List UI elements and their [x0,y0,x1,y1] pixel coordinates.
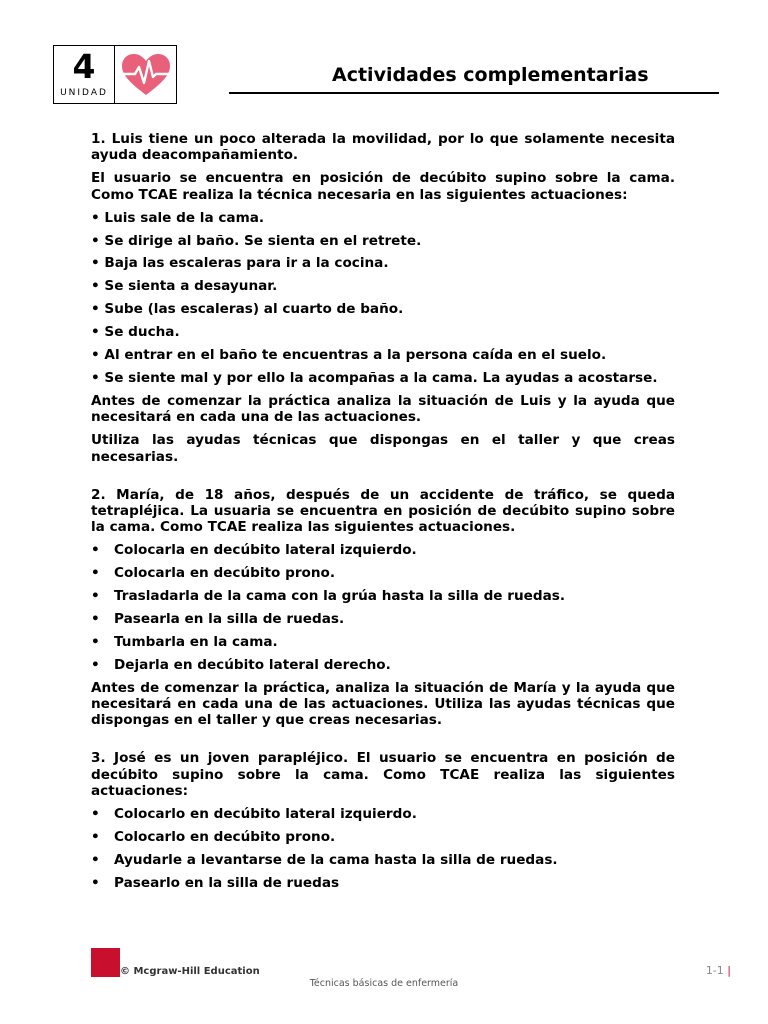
document-body [91,131,675,898]
page-number-text: 1-1 [705,964,724,977]
exercise-3-intro: 3. José es un joven parapléjico. El usuario se encuentra en posición de decúbito supino sobre la cama. Como TCAE realiza las siguientes actuaciones: [91,750,675,800]
list-item: • Baja las escaleras para ir a la cocina. [91,255,389,272]
footer-copyright: © Mcgraw-Hill Education [120,966,260,977]
list-item: • Sube (las escaleras) al cuarto de baño. [91,301,404,318]
list-item: • Luis sale de la cama. [91,209,265,226]
page-title: Actividades complementarias [332,64,649,86]
exercise-2-list [91,542,675,673]
list-item: • Pasearla en la silla de ruedas. [91,611,675,627]
exercise-3-list [91,806,675,891]
section-gap [91,735,675,750]
exercise-1-context: El usuario se encuentra en posición de decúbito supino sobre la cama. Como TCAE realiza la técnica necesaria en las siguientes actuaciones: [91,170,675,203]
exercise-2-intro: 2. María, de 18 años, después de un accidente de tráfico, se queda tetrapléjica. La usuaria se encuentra en posición de decúbito supino sobre la cama. Como TCAE realiza las siguientes actuaciones. [91,486,675,536]
list-item: • Tumbarla en la cama. [91,634,675,650]
list-item: • Colocarlo en decúbito prono. [91,829,675,845]
list-item: • Se dirige al baño. Se sienta en el retrete. [91,232,422,249]
unit-number: 4 [72,47,96,86]
exercise-1-note: Utiliza las ayudas técnicas que dispongas en el taller y que creas necesarias. [91,432,675,465]
unit-number-cell [54,46,115,103]
header-divider [229,92,719,94]
page-number-bar: | [727,964,731,977]
list-item: • Colocarlo en decúbito lateral izquierdo. [91,806,675,822]
list-item: • Pasearlo en la silla de ruedas [91,875,675,891]
page-number [706,964,731,977]
list-item: • Dejarla en decúbito lateral derecho. [91,657,675,673]
list-item: • Al entrar en el baño te encuentras a la persona caída en el suelo. [91,347,607,364]
list-item: • Colocarla en decúbito lateral izquierdo. [91,542,675,558]
exercise-2-instructions: Antes de comenzar la práctica, analiza la situación de María y la ayuda que necesitará en cada una de las actuaciones. Utiliza las ayudas técnicas que dispongas en el taller y que creas necesarias. [91,679,675,729]
list-item: • Se sienta a desayunar. [91,278,278,295]
list-item: • Ayudarle a levantarse de la cama hasta la silla de ruedas. [91,852,675,868]
unit-label: UNIDAD [60,88,108,98]
list-item: • Trasladarla de la cama con la grúa hasta la silla de ruedas. [91,588,675,604]
exercise-1-intro: 1. Luis tiene un poco alterada la movilidad, por lo que solamente necesita ayuda deacompañamiento. [91,131,675,164]
publisher-logo [91,948,120,977]
list-item: • Se ducha. [91,324,180,341]
list-item: • Se siente mal y por ello la acompañas a la cama. La ayudas a acostarse. [91,369,658,386]
heart-pulse-icon [115,46,176,103]
footer-subtitle: Técnicas básicas de enfermería [309,978,459,989]
section-gap [91,472,675,487]
list-item: • Colocarla en decúbito prono. [91,565,675,581]
exercise-1-instructions: Antes de comenzar la práctica analiza la situación de Luis y la ayuda que necesitará en cada una de las actuaciones. [91,392,675,426]
unit-box [53,45,177,104]
